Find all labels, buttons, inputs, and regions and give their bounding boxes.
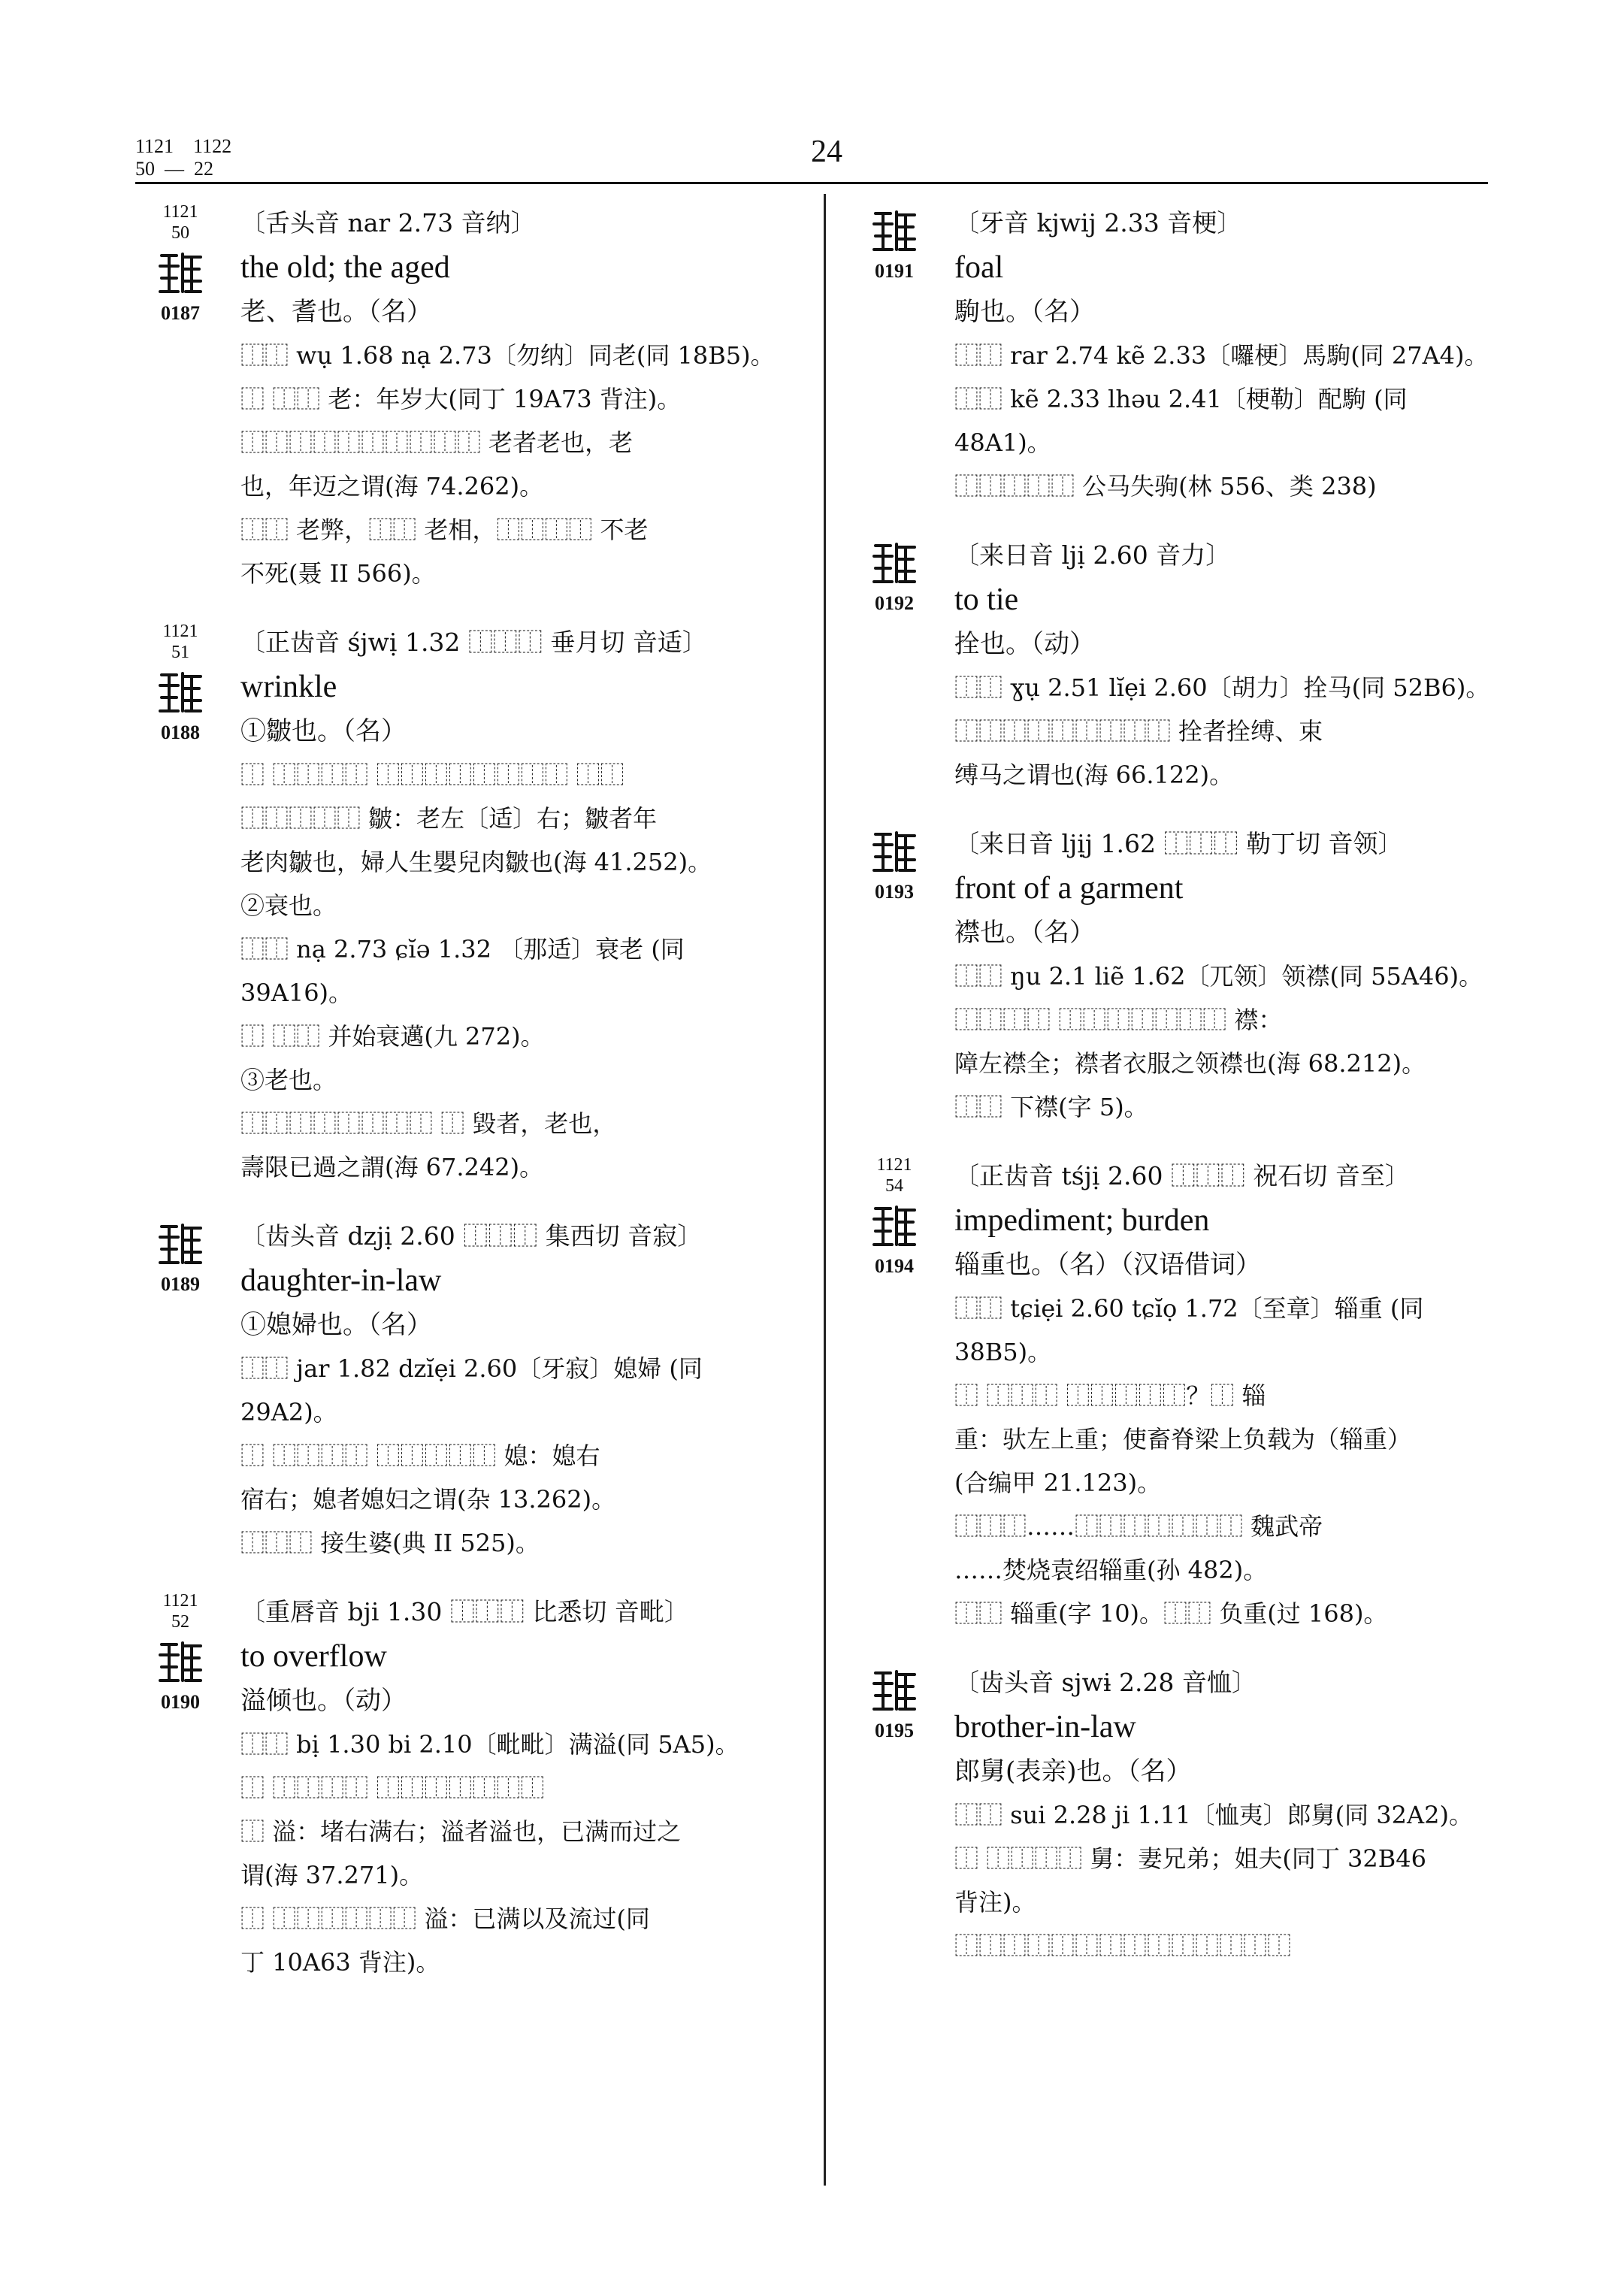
entry-ref-b: 51	[171, 643, 189, 662]
entry-example-line: ……焚烧袁绍辎重(孙 482)。	[954, 1556, 1268, 1584]
entry-example-line: ⿰⿰⿰⿰ ⿰⿰⿰⿰⿰⿰⿰ 襟：	[954, 1006, 1283, 1034]
dictionary-entry	[135, 1215, 812, 1565]
dictionary-entry	[849, 201, 1526, 508]
entry-body	[954, 822, 1526, 1129]
entry-example-line: ⿰ ⿰⿰⿰ ⿰⿰⿰⿰⿰？⿰ 辎	[954, 1381, 1266, 1410]
entry-gutter	[849, 201, 939, 283]
dictionary-entry	[849, 1154, 1526, 1635]
entry-english-gloss: front of a garment	[954, 871, 1184, 906]
entry-example-line: 丁 10A63 背注)。	[240, 1948, 440, 1977]
entry-number: 0187	[161, 302, 200, 324]
headword-glyph	[156, 1637, 205, 1687]
entry-ref-b: 54	[885, 1176, 903, 1196]
entry-meaning: 郎舅(表亲)也。（名）	[954, 1756, 1192, 1786]
entry-meaning: 駒也。（名）	[954, 297, 1095, 327]
entry-number: 0192	[875, 592, 914, 614]
entry-meaning: 拴也。（动）	[954, 629, 1095, 659]
entry-phonetic: 〔来日音 ljịj 1.62 ⿰⿰⿰ 勒丁切 音领〕	[954, 829, 1403, 858]
entry-gutter	[135, 1215, 225, 1296]
entry-body	[954, 1661, 1526, 1968]
entry-example-line: ⿰⿰⿰ 接生婆(典 II 525)。	[240, 1529, 540, 1557]
entry-example-line: ⿰⿰ sui 2.28 ji 1.11〔恤夷〕郎舅(同 32A2)。	[954, 1801, 1473, 1829]
entry-example-line: 39A16)。	[240, 979, 353, 1007]
entry-body	[240, 1590, 812, 1984]
entry-english-gloss: to tie	[954, 582, 1019, 617]
entry-example-line: 38B5)。	[954, 1338, 1052, 1366]
entry-ref-b: 52	[171, 1612, 189, 1632]
entry-example-line: ②衰也。	[240, 891, 337, 920]
entry-example-line: ⿰⿰ 辎重(字 10)。⿰⿰ 负重(过 168)。	[954, 1599, 1388, 1628]
entry-number: 0194	[875, 1255, 914, 1277]
entry-gutter	[135, 201, 225, 325]
entry-example-line: ⿰⿰ bị 1.30 bi 2.10〔毗毗〕满溢(同 5A5)。	[240, 1730, 739, 1759]
entry-example-line: ⿰⿰ rar 2.74 kẽ 2.33〔囉梗〕馬駒(同 27A4)。	[954, 341, 1489, 370]
entry-number: 0193	[875, 881, 914, 903]
entry-english-gloss: impediment; burden	[954, 1203, 1210, 1238]
entry-phonetic: 〔齿头音 sjwɨ 2.28 音恤〕	[954, 1668, 1257, 1697]
entry-ref-a: 1121	[162, 202, 198, 222]
entry-meaning: 老、耆也。（名）	[240, 297, 432, 327]
entry-example-line: ⿰⿰ 下襟(字 5)。	[954, 1093, 1148, 1121]
entry-example-line: 老肉皺也，婦人生嬰兒肉皺也(海 41.252)。	[240, 848, 712, 876]
entry-example-line: ⿰ ⿰⿰⿰⿰ ⿰⿰⿰⿰⿰⿰⿰	[240, 1774, 545, 1802]
entry-meaning: ①皺也。（名）	[240, 716, 407, 746]
entry-meaning: ①媳婦也。（名）	[240, 1310, 432, 1340]
entry-meaning: 襟也。（名）	[954, 918, 1095, 948]
right-column	[849, 201, 1526, 1993]
dictionary-entry	[135, 1590, 812, 1984]
entry-phonetic: 〔重唇音 bji 1.30 ⿰⿰⿰ 比悉切 音毗〕	[240, 1597, 689, 1626]
entry-gutter	[849, 822, 939, 903]
entry-example-line: 也，年迈之谓(海 74.262)。	[240, 472, 544, 501]
entry-example-line: ⿰⿰ jar 1.82 dzĭẹi 2.60〔牙寂〕媳婦 (同	[240, 1354, 703, 1383]
entry-english-gloss: brother-in-law	[954, 1710, 1136, 1744]
headword-glyph	[869, 1201, 919, 1251]
entry-english-gloss: wrinkle	[240, 670, 337, 704]
entry-example-line: 壽限已過之謂(海 67.242)。	[240, 1153, 544, 1181]
entry-example-line: ⿰⿰ ŋu 2.1 liẽ 1.62〔兀领〕领襟(同 55A46)。	[954, 962, 1483, 991]
entry-example-line: ⿰⿰⿰⿰⿰⿰⿰⿰⿰⿰ 老者老也，老	[240, 428, 634, 457]
entry-example-line: ⿰⿰⿰……⿰⿰⿰⿰⿰⿰⿰ 魏武帝	[954, 1512, 1323, 1541]
entry-example-line: 宿右；媳者媳妇之谓(杂 13.262)。	[240, 1485, 616, 1514]
entry-example-line: ⿰⿰⿰⿰⿰ 皺：老左〔适〕右；皺者年	[240, 804, 658, 833]
entry-english-gloss: the old; the aged	[240, 250, 450, 285]
entry-example-line: ③老也。	[240, 1066, 337, 1094]
header-rule	[135, 182, 1488, 184]
entry-phonetic: 〔正齿音 śjwị 1.32 ⿰⿰⿰ 垂月切 音适〕	[240, 628, 707, 657]
entry-english-gloss: to overflow	[240, 1639, 387, 1674]
entry-example-line: 背注)。	[954, 1888, 1036, 1916]
entry-gutter	[135, 1590, 225, 1714]
entry-example-line: ⿰⿰⿰⿰⿰ 公马失驹(林 556、类 238)	[954, 472, 1377, 501]
headword-glyph	[156, 248, 205, 298]
entry-ref-a: 1121	[876, 1155, 912, 1175]
entry-meaning: 溢倾也。（动）	[240, 1686, 407, 1716]
entry-example-line: 不死(聂 II 566)。	[240, 559, 436, 588]
entry-example-line: 障左襟全；襟者衣服之领襟也(海 68.212)。	[954, 1049, 1426, 1078]
entry-gutter	[849, 1661, 939, 1742]
headword-glyph	[869, 206, 919, 256]
headword-glyph	[156, 1219, 205, 1269]
entry-example-line: ⿰ ⿰⿰⿰⿰⿰⿰ 溢：已满以及流过(同	[240, 1904, 650, 1933]
entry-example-line: ⿰ 溢：堵右满右；溢者溢也，已满而过之	[240, 1817, 682, 1846]
entry-number: 0191	[875, 260, 914, 282]
header-ref-top: 1121 1122	[135, 135, 232, 157]
entry-example-line: ⿰⿰ kẽ 2.33 lhəu 2.41〔梗勒〕配駒 (同	[954, 385, 1408, 413]
headword-glyph	[156, 667, 205, 717]
header-reference	[135, 135, 231, 180]
header-ref-bottom: 50 — 22	[135, 158, 213, 180]
entry-english-gloss: foal	[954, 250, 1004, 285]
entry-body	[954, 1154, 1526, 1635]
entry-phonetic: 〔正齿音 tśjị 2.60 ⿰⿰⿰ 祝石切 音至〕	[954, 1161, 1410, 1190]
entry-example-line: 29A2)。	[240, 1398, 337, 1426]
entry-example-line: 重：驮左上重；使畜脊梁上负载为（辎重）	[954, 1425, 1412, 1454]
dictionary-entry	[849, 822, 1526, 1129]
entry-example-line: 缚马之谓也(海 66.122)。	[954, 761, 1234, 789]
dictionary-entry	[135, 201, 812, 595]
entry-number: 0188	[161, 722, 200, 743]
entry-example-line: 48A1)。	[954, 428, 1051, 457]
entry-english-gloss: daughter-in-law	[240, 1263, 442, 1298]
entry-ref-b: 50	[171, 223, 189, 243]
entry-example-line: (合编甲 21.123)。	[954, 1469, 1162, 1497]
entry-body	[240, 1215, 812, 1565]
entry-number: 0190	[161, 1691, 200, 1713]
entry-example-line: ⿰⿰ ɣụ 2.51 lĭẹi 2.60〔胡力〕拴马(同 52B6)。	[954, 673, 1490, 702]
column-divider	[824, 194, 826, 2186]
entry-phonetic: 〔舌头音 nar 2.73 音纳〕	[240, 208, 536, 237]
entry-ref-a: 1121	[162, 622, 198, 641]
dictionary-entry	[849, 534, 1526, 797]
entry-example-line: ⿰⿰⿰⿰⿰⿰⿰⿰⿰⿰⿰⿰⿰⿰	[954, 1932, 1292, 1960]
dictionary-entry	[135, 621, 812, 1189]
page-number: 24	[811, 135, 842, 169]
entry-phonetic: 〔来日音 ljị 2.60 音力〕	[954, 540, 1231, 570]
entry-number: 0189	[161, 1273, 200, 1295]
entry-example-line: ⿰ ⿰⿰⿰⿰ ⿰⿰⿰⿰⿰⿰⿰⿰ ⿰⿰	[240, 761, 624, 789]
entry-number: 0195	[875, 1720, 914, 1741]
entry-example-line: ⿰ ⿰⿰ 老：年岁大(同丁 19A73 背注)。	[240, 385, 682, 413]
entry-example-line: ⿰⿰ nạ 2.73 ɕĭə 1.32 〔那适〕衰老 (同	[240, 935, 685, 964]
entry-body	[240, 621, 812, 1189]
entry-example-line: ⿰ ⿰⿰⿰⿰ 舅：妻兄弟；姐夫(同丁 32B46	[954, 1844, 1426, 1873]
entry-example-line: ⿰⿰⿰⿰⿰⿰⿰⿰ ⿰ 毀者，老也，	[240, 1109, 617, 1138]
headword-glyph	[869, 1665, 919, 1715]
entry-phonetic: 〔牙音 kjwij 2.33 音梗〕	[954, 208, 1242, 237]
entry-gutter	[849, 534, 939, 615]
entry-ref-a: 1121	[162, 1591, 198, 1611]
entry-example-line: ⿰⿰ 老弊，⿰⿰ 老相，⿰⿰⿰⿰ 不老	[240, 516, 649, 544]
entry-example-line: ⿰ ⿰⿰ 并始衰邁(九 272)。	[240, 1022, 545, 1051]
entry-example-line: ⿰⿰ wụ 1.68 nạ 2.73〔勿纳〕同老(同 18B5)。	[240, 341, 775, 370]
entry-phonetic: 〔齿头音 dzjị 2.60 ⿰⿰⿰ 集西切 音寂〕	[240, 1221, 703, 1251]
entry-body	[954, 201, 1526, 508]
entry-example-line: ⿰ ⿰⿰⿰⿰ ⿰⿰⿰⿰⿰ 媳：媳右	[240, 1442, 600, 1470]
entry-gutter	[135, 621, 225, 744]
entry-body	[954, 534, 1526, 797]
headword-glyph	[869, 538, 919, 588]
entry-example-line: 谓(海 37.271)。	[240, 1861, 424, 1889]
entry-meaning: 辎重也。（名）（汉语借词）	[954, 1250, 1261, 1280]
entry-gutter	[849, 1154, 939, 1278]
dictionary-entry	[849, 1661, 1526, 1968]
entry-body	[240, 201, 812, 595]
left-column	[135, 201, 812, 2010]
headword-glyph	[869, 827, 919, 876]
entry-example-line: ⿰⿰ tɕiẹi 2.60 tɕĭọ 1.72〔至章〕辎重 (同	[954, 1294, 1424, 1323]
entry-example-line: ⿰⿰⿰⿰⿰⿰⿰⿰⿰ 拴者拴缚、束	[954, 717, 1323, 746]
